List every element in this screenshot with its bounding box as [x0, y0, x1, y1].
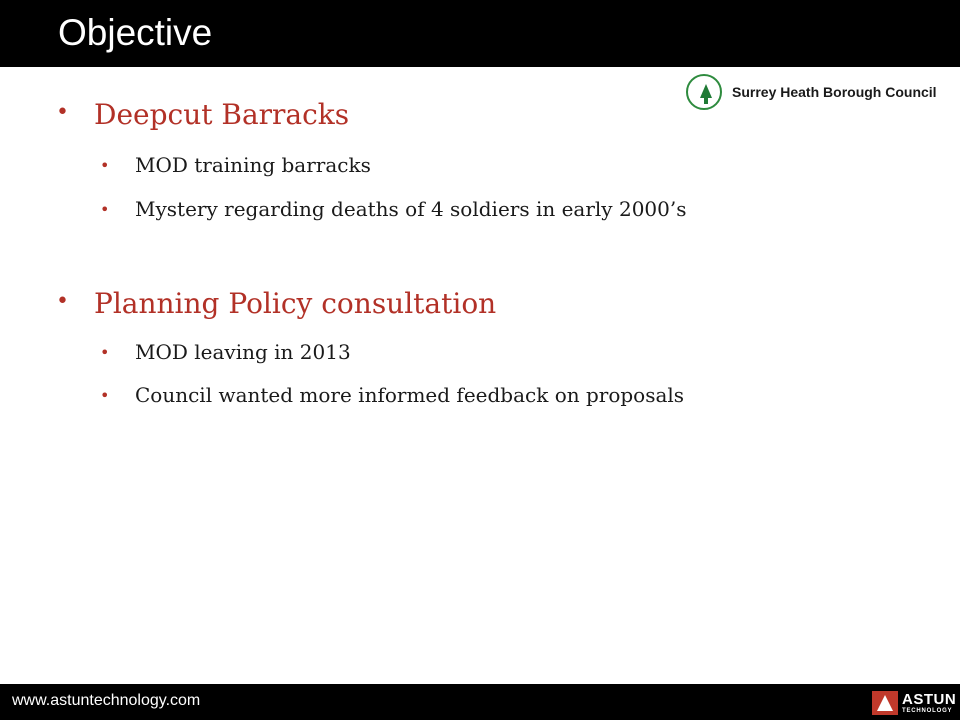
- bullet-dot-icon: •: [100, 200, 110, 219]
- brand-name: ASTUN: [902, 691, 957, 708]
- council-logo: [686, 72, 937, 112]
- bullet-heading-deepcut: Deepcut Barracks: [94, 98, 350, 131]
- council-seal-icon: [686, 74, 722, 110]
- astun-logo: [872, 690, 956, 716]
- slide-title: Objective: [58, 12, 213, 53]
- council-name: Surrey Heath Borough Council: [732, 84, 937, 100]
- bullet-dot-icon: •: [56, 100, 69, 125]
- bullet-dot-icon: •: [100, 386, 110, 405]
- footer-bar: [0, 684, 960, 720]
- brand-subtitle: TECHNOLOGY: [902, 708, 953, 714]
- bullet-dot-icon: •: [100, 343, 110, 362]
- bullet-item: MOD training barracks: [135, 153, 371, 177]
- bullet-item: Council wanted more informed feedback on proposals: [135, 383, 685, 407]
- astun-mark-icon: [872, 691, 898, 715]
- bullet-item: Mystery regarding deaths of 4 soldiers in early 2000’s: [135, 197, 687, 221]
- bullet-dot-icon: •: [56, 289, 69, 314]
- bullet-heading-planning: Planning Policy consultation: [94, 287, 497, 320]
- title-bar: [0, 0, 960, 67]
- bullet-dot-icon: •: [100, 156, 110, 175]
- footer-url-link[interactable]: www.astuntechnology.com: [12, 692, 201, 709]
- bullet-item: MOD leaving in 2013: [135, 340, 351, 364]
